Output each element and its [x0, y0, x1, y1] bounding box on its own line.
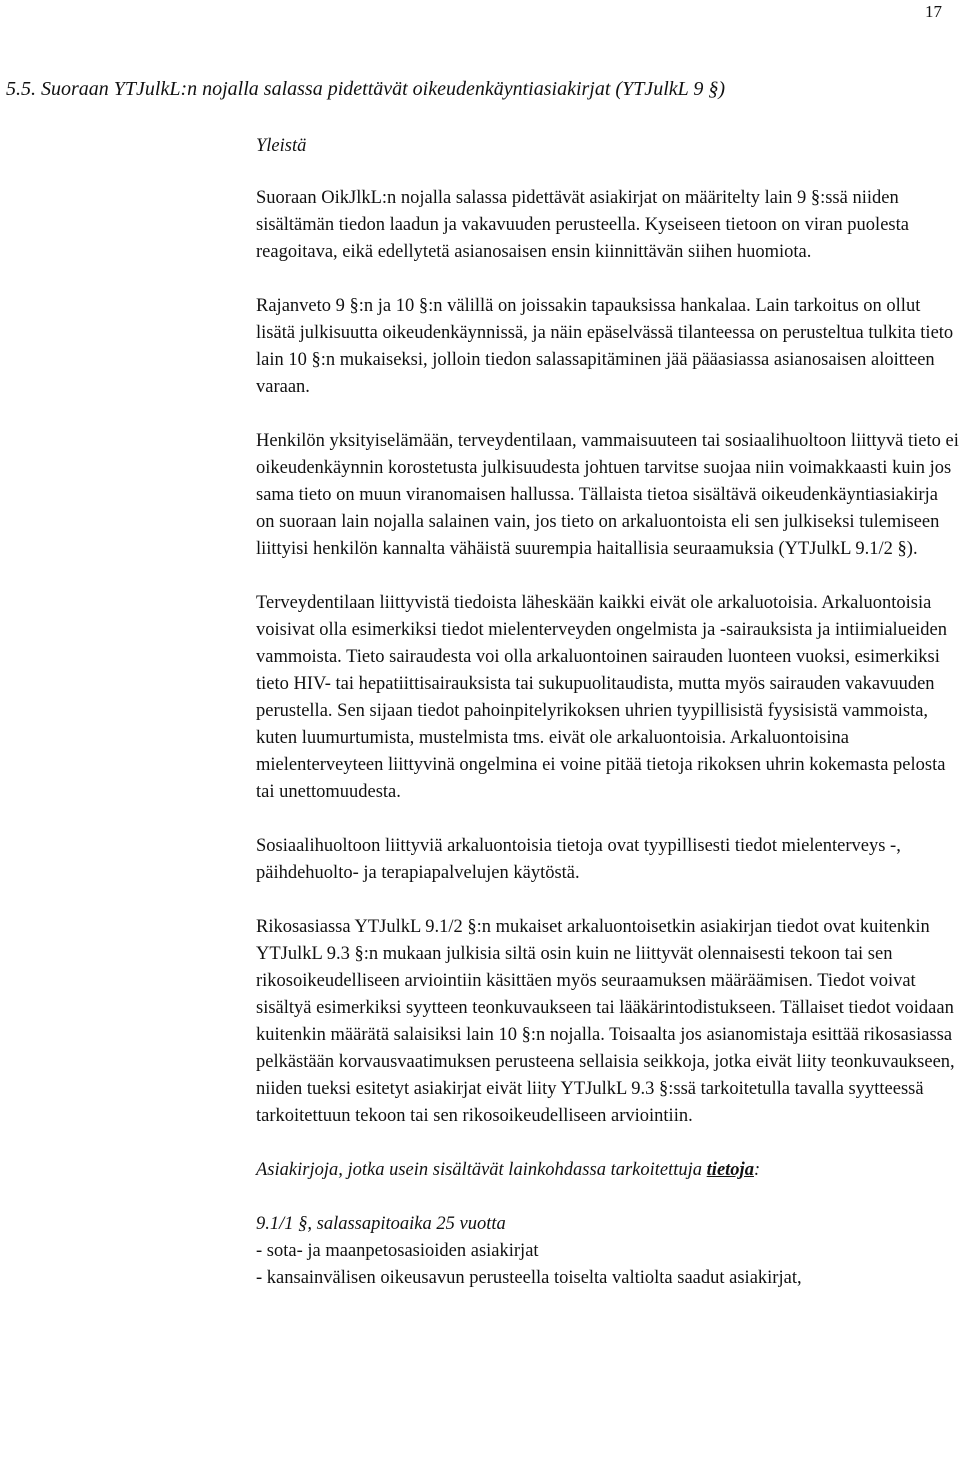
body-column — [256, 133, 960, 1292]
list-heading: 9.1/1 §, salassapitoaika 25 vuotta — [256, 1214, 506, 1234]
page-number: 17 — [925, 2, 942, 21]
italic-intro-suffix: : — [753, 1160, 761, 1180]
list-item: - sota- ja maanpetosasioiden asiakirjat — [256, 1241, 539, 1261]
paragraph-6: Rikosasiassa YTJulkL 9.1/2 §:n mukaiset arkaluontoisetkin asiakirjan tiedot ovat kuitenkin YTJulkL 9.3 §:n mukaan julkisia siltä osin kuin ne liittyvät olennaisesti tekoon tai sen rikosoikeudelliseen arviointiin käsittäen myös seuraamuksen määräämisen. Tiedot voivat sisältyä esimerkiksi syytteen teonkuvaukseen tai lääkärintodistukseen. Tällaiset tiedot voidaan kuitenkin määrätä salaisiksi lain 10 §:n nojalla. Toisaalta jos asianomistaja esittää rikosasiassa pelkästään korvausvaatimuksen perusteena sellaisia seikkoja, jotka eivät liity teonkuvaukseen, niiden tueksi esitetyt asiakirjat eivät liity YTJulkL 9.3 §:ssä tarkoitetulla tavalla syytteessä tarkoitettuun tekoon tai sen rikosoikeudelliseen arviointiin. — [256, 917, 955, 1126]
sub-heading: Yleistä — [256, 136, 307, 156]
paragraph-4: Terveydentilaan liittyvistä tiedoista läheskään kaikki eivät ole arkaluotoisia. Arkaluontoisia voisivat olla esimerkiksi tiedot mielenterveyden ongelmista ja -sairauksista ja intiimialueiden vammoista. Tieto sairaudesta voi olla arkaluontoinen sairauden luonteen vuoksi, esimerkiksi tieto HIV- tai hepatiittisairauksista tai sukupuolitaudista, mutta myös sairauden vakavuuden perustella. Sen sijaan tiedot pahoinpitelyrikoksen uhrien tyypillisistä fyysisistä vammoista, kuten luumurtumista, mustelmista tms. eivät ole arkaluontoisia. Arkaluontoisina mielenterveyteen liittyvinä ongelmina ei voine pitää tietoja rikoksen uhrin kokemasta pelosta tai unettomuudesta. — [256, 593, 948, 802]
section-heading: 5.5. Suoraan YTJulkL:n nojalla salassa pidettävät oikeudenkäyntiasiakirjat (YTJulkL 9 §) — [6, 78, 726, 100]
italic-intro — [256, 1157, 960, 1184]
paragraph-2: Rajanveto 9 §:n ja 10 §:n välillä on joissakin tapauksissa hankalaa. Lain tarkoitus on ollut lisätä julkisuutta oikeudenkäynnissä, ja näin epäselvässä tilanteessa on perusteltua tulkita tieto lain 10 §:n mukaiseksi, jolloin tiedon salassapitäminen jää pääasiassa asianosaisen aloitteen varaan. — [256, 296, 954, 397]
list-block — [256, 1211, 960, 1292]
italic-intro-emphasis: tietoja — [706, 1160, 754, 1180]
paragraph-1: Suoraan OikJlkL:n nojalla salassa pidettävät asiakirjat on määritelty lain 9 §:ssä niiden sisältämän tiedon laadun ja vakavuuden perusteella. Kyseiseen tietoon on viran puolesta reagoitava, eikä edellytetä asianosaisen ensin kiinnittävän siihen huomiota. — [256, 188, 909, 262]
paragraph-5: Sosiaalihuoltoon liittyviä arkaluontoisia tietoja ovat tyypillisesti tiedot mielenterveys -, päihdehuolto- ja terapiapalvelujen käytöstä. — [256, 836, 901, 883]
list-item: - kansainvälisen oikeusavun perusteella toiselta valtiolta saadut asiakirjat, — [256, 1268, 802, 1288]
paragraph-3: Henkilön yksityiselämään, terveydentilaan, vammaisuuteen tai sosiaalihuoltoon liittyvä tieto ei oikeudenkäynnin korostetusta julkisuudesta johtuen tarvitse suojaa niin voimakkaasti kuin jos sama tieto on muun viranomaisen hallussa. Tällaista tietoa sisältävä oikeudenkäyntiasiakirja on suoraan lain nojalla salainen vain, jos tieto on arkaluontoista eli sen julkiseksi tulemiseen liittyisi henkilön kannalta vähäistä suurempia haitallisia seuraamuksia (YTJulkL 9.1/2 §). — [256, 431, 959, 559]
italic-intro-prefix: Asiakirjoja, jotka usein sisältävät lainkohdassa tarkoitettuja — [256, 1160, 707, 1180]
